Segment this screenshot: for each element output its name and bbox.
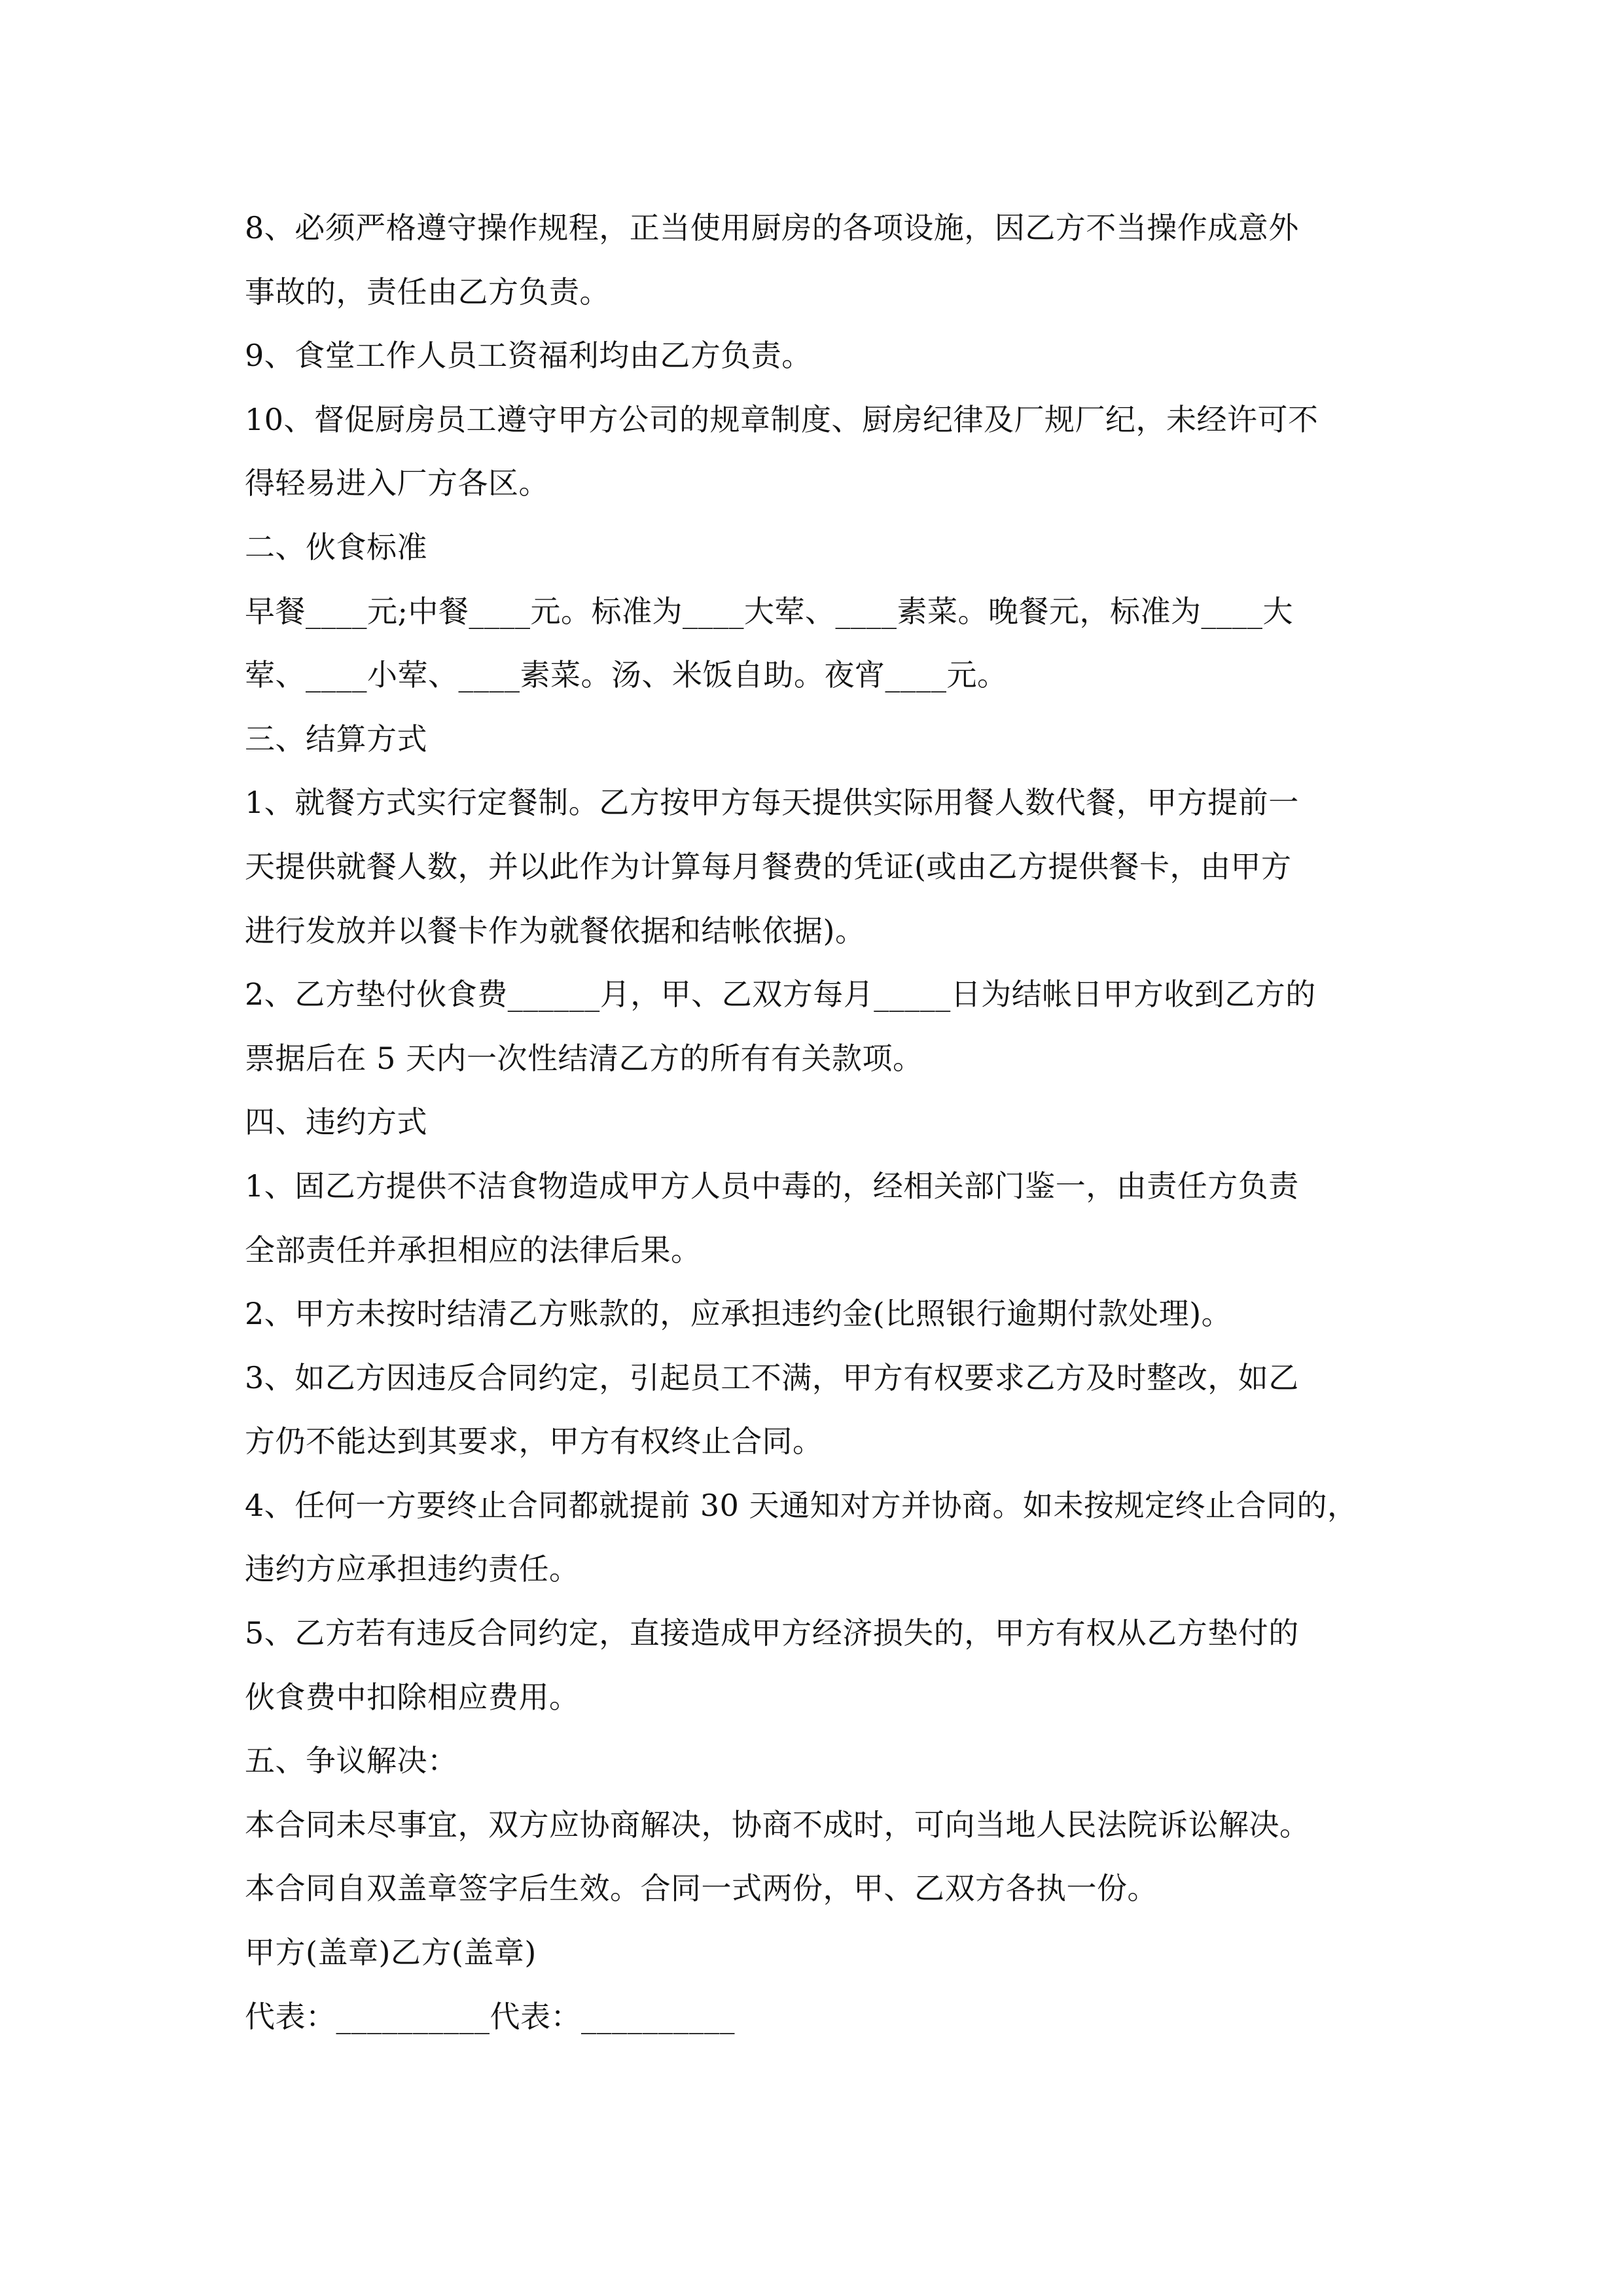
contract-body xyxy=(245,196,1397,2049)
section-heading-settlement: 三、结算方式 xyxy=(245,721,427,757)
settlement-2-line-1: 2、乙方垫付伙食费______月，甲、乙双方每月_____日为结帐日甲方收到乙方的 xyxy=(245,977,1316,1013)
breach-4-line-2: 违约方应承担违约责任。 xyxy=(245,1551,580,1587)
breach-3-line-1: 3、如乙方因违反合同约定，引起员工不满，甲方有权要求乙方及时整改，如乙 xyxy=(245,1359,1299,1395)
clause-10-line-1: 10、督促厨房员工遵守甲方公司的规章制度、厨房纪律及厂规厂纪，未经许可不 xyxy=(245,401,1319,437)
breach-5-line-2: 伙食费中扣除相应费用。 xyxy=(245,1679,580,1715)
representative-signature-line: 代表：__________代表：__________ xyxy=(245,1998,735,2034)
settlement-2-line-2: 票据后在 5 天内一次性结清乙方的所有有关款项。 xyxy=(245,1040,923,1076)
section-heading-breach: 四、违约方式 xyxy=(245,1104,427,1140)
clause-9: 9、食堂工作人员工资福利均由乙方负责。 xyxy=(245,338,812,374)
breach-4-line-1: 4、任何一方要终止合同都就提前 30 天通知对方并协商。如未按规定终止合同的， xyxy=(245,1487,1358,1523)
section-heading-meal-standard: 二、伙食标准 xyxy=(245,529,427,565)
settlement-1-line-1: 1、就餐方式实行定餐制。乙方按甲方每天提供实际用餐人数代餐，甲方提前一 xyxy=(245,785,1299,821)
breach-1-line-2: 全部责任并承担相应的法律后果。 xyxy=(245,1232,702,1268)
dispute-resolution-text: 本合同未尽事宜，双方应协商解决，协商不成时，可向当地人民法院诉讼解决。 xyxy=(245,1806,1310,1842)
breach-3-line-2: 方仍不能达到其要求，甲方有权终止合同。 xyxy=(245,1424,823,1460)
settlement-1-line-3: 进行发放并以餐卡作为就餐依据和结帐依据)。 xyxy=(245,912,866,948)
meal-standard-line-2: 荤、____小荤、____素菜。汤、米饭自助。夜宵____元。 xyxy=(245,657,1008,693)
breach-2: 2、甲方未按时结清乙方账款的，应承担违约金(比照银行逾期付款处理)。 xyxy=(245,1296,1232,1332)
settlement-1-line-2: 天提供就餐人数，并以此作为计算每月餐费的凭证(或由乙方提供餐卡，由甲方 xyxy=(245,848,1292,884)
party-seal-line: 甲方(盖章)乙方(盖章) xyxy=(245,1935,537,1971)
effectiveness-clause: 本合同自双盖章签字后生效。合同一式两份，甲、乙双方各执一份。 xyxy=(245,1871,1158,1907)
section-heading-dispute: 五、争议解决： xyxy=(245,1743,458,1779)
meal-standard-line-1: 早餐____元;中餐____元。标准为____大荤、____素菜。晚餐元，标准为____大 xyxy=(245,593,1293,629)
clause-8-line-2: 事故的，责任由乙方负责。 xyxy=(245,274,610,310)
clause-8-line-1: 8、必须严格遵守操作规程，正当使用厨房的各项设施，因乙方不当操作成意外 xyxy=(245,210,1299,245)
clause-10-line-2: 得轻易进入厂方各区。 xyxy=(245,465,549,501)
breach-1-line-1: 1、固乙方提供不洁食物造成甲方人员中毒的，经相关部门鉴一，由责任方负责 xyxy=(245,1168,1299,1204)
breach-5-line-1: 5、乙方若有违反合同约定，直接造成甲方经济损失的，甲方有权从乙方垫付的 xyxy=(245,1615,1299,1651)
